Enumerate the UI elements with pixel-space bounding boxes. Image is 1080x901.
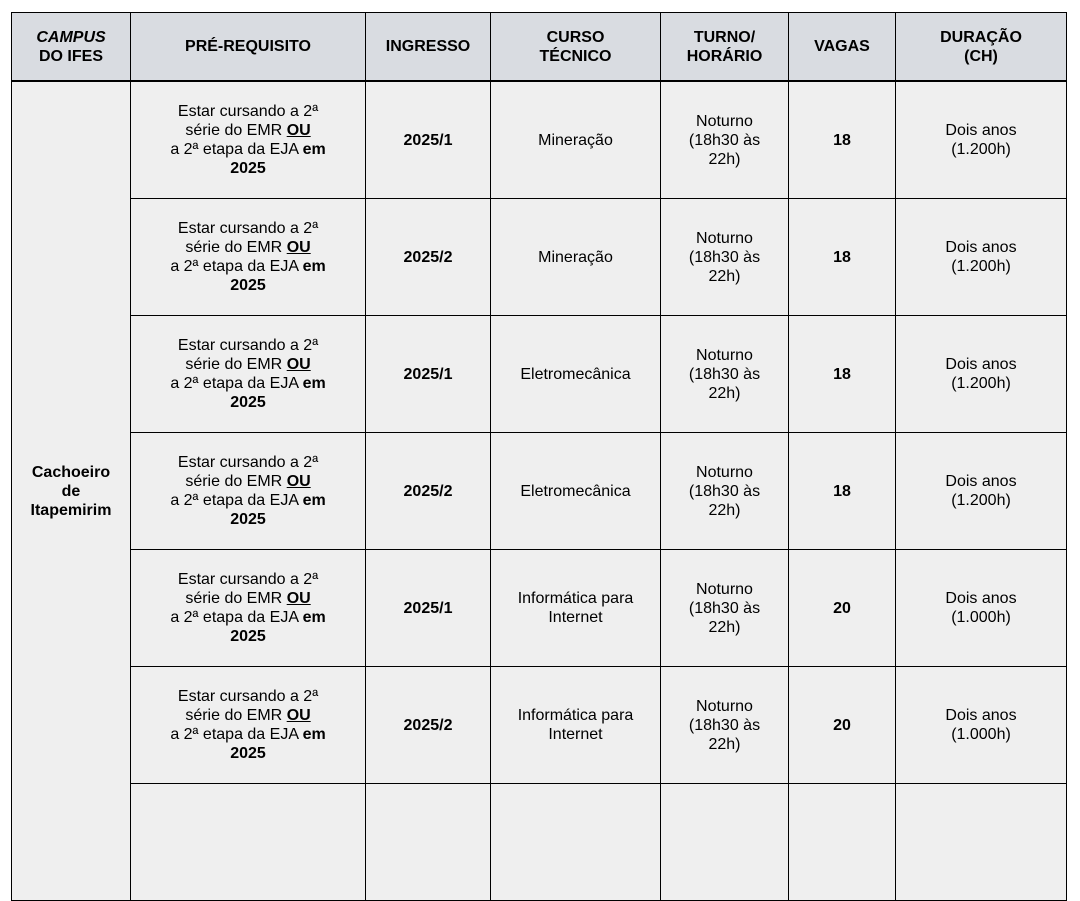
prereq-em: em bbox=[302, 375, 326, 392]
turno-line3: 22h) bbox=[708, 150, 741, 168]
prereq-line3: a 2ª etapa da EJA bbox=[170, 141, 303, 158]
empty-cell bbox=[789, 784, 896, 901]
turno-line2: (18h30 às bbox=[688, 599, 761, 617]
prerequisito-cell bbox=[131, 316, 366, 433]
prereq-line3: a 2ª etapa da EJA bbox=[170, 258, 303, 275]
curso-cell bbox=[491, 199, 661, 316]
prereq-line2: série do EMR bbox=[185, 122, 287, 139]
prereq-year: 2025 bbox=[230, 277, 266, 294]
campus-line1: Cachoeiro bbox=[31, 463, 111, 481]
prerequisito-cell bbox=[131, 550, 366, 667]
header-turno-line2: HORÁRIO bbox=[686, 47, 763, 65]
duracao-line2: (1.000h) bbox=[951, 609, 1011, 626]
turno-cell bbox=[661, 667, 789, 784]
curso-text: Mineração bbox=[538, 131, 613, 149]
turno-line1: Noturno bbox=[696, 346, 753, 364]
duracao-line2: (1.200h) bbox=[951, 375, 1011, 392]
duracao-cell bbox=[896, 316, 1067, 433]
curso-text: Eletromecânica bbox=[520, 365, 631, 383]
ingresso-cell: 2025/2 bbox=[366, 667, 491, 784]
turno-cell bbox=[661, 433, 789, 550]
vagas-table bbox=[11, 12, 1067, 901]
header-duracao-line1: DURAÇÃO bbox=[940, 28, 1022, 46]
table-row bbox=[12, 433, 1067, 550]
prereq-em: em bbox=[302, 141, 326, 158]
duracao-cell bbox=[896, 81, 1067, 199]
duracao-cell bbox=[896, 667, 1067, 784]
header-campus bbox=[12, 13, 131, 82]
turno-cell bbox=[661, 550, 789, 667]
turno-cell bbox=[661, 316, 789, 433]
vagas-cell: 18 bbox=[789, 81, 896, 199]
table-row bbox=[12, 550, 1067, 667]
curso-text: Informática para Internet bbox=[517, 707, 634, 743]
vagas-cell: 20 bbox=[789, 550, 896, 667]
header-prerequisito: PRÉ-REQUISITO bbox=[131, 13, 366, 82]
prereq-em: em bbox=[302, 609, 326, 626]
prereq-line1: Estar cursando a 2ª bbox=[177, 220, 319, 237]
vagas-cell: 18 bbox=[789, 316, 896, 433]
prereq-year: 2025 bbox=[230, 394, 266, 411]
prereq-line1: Estar cursando a 2ª bbox=[177, 688, 319, 705]
turno-line1: Noturno bbox=[696, 697, 753, 715]
turno-line3: 22h) bbox=[708, 267, 741, 285]
duracao-line1: Dois anos bbox=[945, 707, 1017, 724]
prereq-year: 2025 bbox=[230, 628, 266, 645]
ingresso-cell: 2025/1 bbox=[366, 81, 491, 199]
turno-cell bbox=[661, 81, 789, 199]
turno-line1: Noturno bbox=[696, 463, 753, 481]
prereq-year: 2025 bbox=[230, 160, 266, 177]
prereq-line3: a 2ª etapa da EJA bbox=[170, 492, 303, 509]
prereq-line2: série do EMR bbox=[185, 590, 287, 607]
table-row bbox=[12, 199, 1067, 316]
curso-text: Informática para Internet bbox=[517, 590, 634, 626]
header-curso-line1: CURSO bbox=[546, 28, 605, 46]
vagas-cell: 18 bbox=[789, 199, 896, 316]
prereq-em: em bbox=[302, 726, 326, 743]
prereq-line3: a 2ª etapa da EJA bbox=[170, 609, 303, 626]
curso-cell bbox=[491, 81, 661, 199]
turno-line2: (18h30 às bbox=[688, 716, 761, 734]
turno-line2: (18h30 às bbox=[688, 248, 761, 266]
prereq-line3: a 2ª etapa da EJA bbox=[170, 375, 303, 392]
empty-cell bbox=[131, 784, 366, 901]
ingresso-cell: 2025/2 bbox=[366, 199, 491, 316]
duracao-line2: (1.200h) bbox=[951, 141, 1011, 158]
duracao-cell bbox=[896, 199, 1067, 316]
ingresso-cell: 2025/1 bbox=[366, 550, 491, 667]
header-vagas: VAGAS bbox=[789, 13, 896, 82]
turno-line2: (18h30 às bbox=[688, 482, 761, 500]
prereq-em: em bbox=[302, 492, 326, 509]
prereq-line2: série do EMR bbox=[185, 707, 287, 724]
prereq-line2: série do EMR bbox=[185, 356, 287, 373]
header-row bbox=[12, 13, 1067, 82]
header-duracao bbox=[896, 13, 1067, 82]
turno-line3: 22h) bbox=[708, 501, 741, 519]
turno-line3: 22h) bbox=[708, 735, 741, 753]
table-row bbox=[12, 667, 1067, 784]
header-curso-line2: TÉCNICO bbox=[539, 47, 612, 65]
campus-line2: de bbox=[61, 482, 81, 500]
header-turno-line1: TURNO/ bbox=[693, 28, 756, 46]
prereq-ou: OU bbox=[286, 707, 311, 724]
vagas-cell: 18 bbox=[789, 433, 896, 550]
table-row bbox=[12, 316, 1067, 433]
prereq-ou: OU bbox=[286, 473, 311, 490]
table-row bbox=[12, 81, 1067, 199]
duracao-line1: Dois anos bbox=[945, 356, 1017, 373]
empty-cell bbox=[896, 784, 1067, 901]
curso-text: Eletromecânica bbox=[520, 482, 631, 500]
turno-cell bbox=[661, 199, 789, 316]
header-turno bbox=[661, 13, 789, 82]
table-row-partial bbox=[12, 784, 1067, 901]
prereq-em: em bbox=[302, 258, 326, 275]
header-campus-line1: CAMPUS bbox=[36, 28, 106, 46]
prereq-line1: Estar cursando a 2ª bbox=[177, 454, 319, 471]
prerequisito-cell bbox=[131, 667, 366, 784]
empty-cell bbox=[661, 784, 789, 901]
prereq-ou: OU bbox=[286, 356, 311, 373]
duracao-line1: Dois anos bbox=[945, 239, 1017, 256]
prerequisito-cell bbox=[131, 433, 366, 550]
prerequisito-cell bbox=[131, 199, 366, 316]
prereq-line2: série do EMR bbox=[185, 473, 287, 490]
duracao-line1: Dois anos bbox=[945, 473, 1017, 490]
turno-line1: Noturno bbox=[696, 112, 753, 130]
duracao-line1: Dois anos bbox=[945, 590, 1017, 607]
empty-cell bbox=[491, 784, 661, 901]
curso-cell bbox=[491, 667, 661, 784]
curso-text: Mineração bbox=[538, 248, 613, 266]
duracao-line2: (1.200h) bbox=[951, 492, 1011, 509]
ingresso-cell: 2025/1 bbox=[366, 316, 491, 433]
prereq-year: 2025 bbox=[230, 745, 266, 762]
duracao-line2: (1.200h) bbox=[951, 258, 1011, 275]
prereq-line1: Estar cursando a 2ª bbox=[177, 103, 319, 120]
turno-line1: Noturno bbox=[696, 229, 753, 247]
header-campus-line2: DO IFES bbox=[38, 47, 103, 65]
turno-line1: Noturno bbox=[696, 580, 753, 598]
turno-line2: (18h30 às bbox=[688, 131, 761, 149]
prerequisito-cell bbox=[131, 81, 366, 199]
curso-cell bbox=[491, 316, 661, 433]
prereq-ou: OU bbox=[286, 239, 311, 256]
turno-line2: (18h30 às bbox=[688, 365, 761, 383]
empty-cell bbox=[366, 784, 491, 901]
prereq-line3: a 2ª etapa da EJA bbox=[170, 726, 303, 743]
duracao-line2: (1.000h) bbox=[951, 726, 1011, 743]
campus-cell bbox=[12, 81, 131, 901]
prereq-line2: série do EMR bbox=[185, 239, 287, 256]
prereq-line1: Estar cursando a 2ª bbox=[177, 337, 319, 354]
turno-line3: 22h) bbox=[708, 618, 741, 636]
prereq-year: 2025 bbox=[230, 511, 266, 528]
prereq-line1: Estar cursando a 2ª bbox=[177, 571, 319, 588]
curso-cell bbox=[491, 550, 661, 667]
vagas-cell: 20 bbox=[789, 667, 896, 784]
duracao-line1: Dois anos bbox=[945, 122, 1017, 139]
ingresso-cell: 2025/2 bbox=[366, 433, 491, 550]
duracao-cell bbox=[896, 550, 1067, 667]
prereq-ou: OU bbox=[286, 590, 311, 607]
prereq-ou: OU bbox=[286, 122, 311, 139]
duracao-cell bbox=[896, 433, 1067, 550]
curso-cell bbox=[491, 433, 661, 550]
header-curso bbox=[491, 13, 661, 82]
campus-line3: Itapemirim bbox=[30, 501, 112, 519]
header-ingresso: INGRESSO bbox=[366, 13, 491, 82]
turno-line3: 22h) bbox=[708, 384, 741, 402]
header-duracao-line2: (CH) bbox=[964, 47, 998, 65]
